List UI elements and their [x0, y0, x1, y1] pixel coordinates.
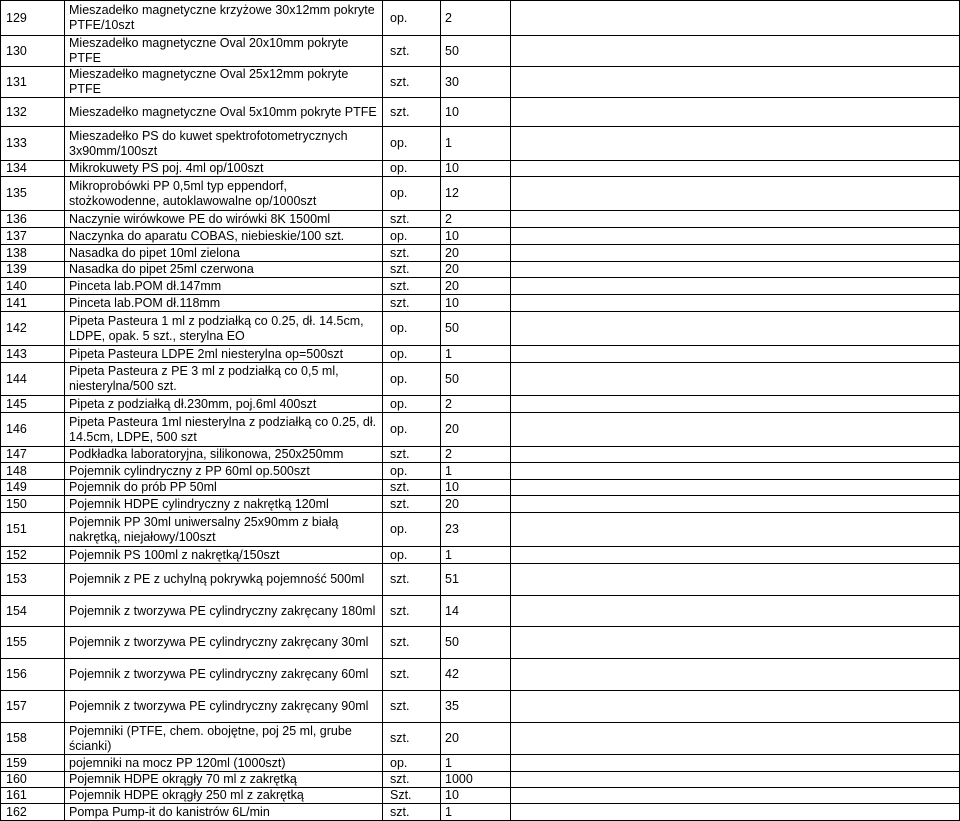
table-row	[1, 363, 960, 396]
item-number: 138	[1, 245, 65, 262]
item-name: Pojemnik z tworzywa PE cylindryczny zakręcany 30ml	[65, 627, 383, 659]
item-name: Pinceta lab.POM dł.118mm	[65, 295, 383, 312]
item-name: Pojemnik cylindryczny z PP 60ml op.500szt	[65, 463, 383, 480]
table-row	[1, 772, 960, 788]
table-row	[1, 513, 960, 547]
item-name: Pojemnik z PE z uchylną pokrywką pojemność 500ml	[65, 564, 383, 596]
item-number: 145	[1, 396, 65, 413]
item-quantity: 10	[441, 295, 511, 312]
item-number: 153	[1, 564, 65, 596]
item-number: 144	[1, 363, 65, 396]
item-quantity: 10	[441, 228, 511, 245]
item-name: Mieszadełko magnetyczne krzyżowe 30x12mm pokryte PTFE/10szt	[65, 1, 383, 36]
empty-cell	[511, 496, 960, 513]
item-number: 156	[1, 659, 65, 691]
item-quantity: 42	[441, 659, 511, 691]
table-row	[1, 211, 960, 228]
table-row	[1, 161, 960, 177]
item-unit: szt.	[383, 295, 441, 312]
item-name: Pipeta Pasteura LDPE 2ml niesterylna op=500szt	[65, 346, 383, 363]
empty-cell	[511, 346, 960, 363]
item-unit: op.	[383, 463, 441, 480]
table-row	[1, 447, 960, 463]
empty-cell	[511, 772, 960, 788]
item-name: Pinceta lab.POM dł.147mm	[65, 278, 383, 295]
item-name: Pipeta z podziałką dł.230mm, poj.6ml 400szt	[65, 396, 383, 413]
item-unit: op.	[383, 363, 441, 396]
item-quantity: 20	[441, 278, 511, 295]
item-unit: szt.	[383, 772, 441, 788]
item-quantity: 10	[441, 98, 511, 127]
table-row	[1, 804, 960, 821]
item-name: Mieszadełko magnetyczne Oval 5x10mm pokryte PTFE	[65, 98, 383, 127]
empty-cell	[511, 211, 960, 228]
item-name: Mieszadełko magnetyczne Oval 25x12mm pokryte PTFE	[65, 67, 383, 98]
item-name: Pipeta Pasteura 1ml niesterylna z podziałką co 0.25, dł. 14.5cm, LDPE, 500 szt	[65, 413, 383, 447]
item-number: 152	[1, 547, 65, 564]
item-unit: op.	[383, 177, 441, 211]
item-quantity: 51	[441, 564, 511, 596]
item-unit: op.	[383, 547, 441, 564]
table-row	[1, 755, 960, 772]
table-row	[1, 127, 960, 161]
item-number: 135	[1, 177, 65, 211]
empty-cell	[511, 788, 960, 804]
item-name: Mikrokuwety PS poj. 4ml op/100szt	[65, 161, 383, 177]
empty-cell	[511, 723, 960, 755]
table-row	[1, 723, 960, 755]
item-name: Naczynka do aparatu COBAS, niebieskie/100 szt.	[65, 228, 383, 245]
item-quantity: 20	[441, 262, 511, 278]
item-name: Podkładka laboratoryjna, silikonowa, 250x250mm	[65, 447, 383, 463]
empty-cell	[511, 396, 960, 413]
item-quantity: 23	[441, 513, 511, 547]
item-name: Pojemnik HDPE okrągły 70 ml z zakrętką	[65, 772, 383, 788]
item-name: Mieszadełko PS do kuwet spektrofotometrycznych 3x90mm/100szt	[65, 127, 383, 161]
item-unit: szt.	[383, 804, 441, 821]
table-row	[1, 36, 960, 67]
item-unit: szt.	[383, 496, 441, 513]
table-row	[1, 564, 960, 596]
table-row	[1, 262, 960, 278]
table-row	[1, 547, 960, 564]
item-name: Pojemnik z tworzywa PE cylindryczny zakręcany 180ml	[65, 596, 383, 627]
empty-cell	[511, 1, 960, 36]
item-number: 157	[1, 691, 65, 723]
item-quantity: 50	[441, 627, 511, 659]
empty-cell	[511, 245, 960, 262]
empty-cell	[511, 480, 960, 496]
table-row	[1, 346, 960, 363]
item-quantity: 35	[441, 691, 511, 723]
empty-cell	[511, 36, 960, 67]
empty-cell	[511, 755, 960, 772]
item-number: 159	[1, 755, 65, 772]
item-number: 133	[1, 127, 65, 161]
item-unit: op.	[383, 1, 441, 36]
empty-cell	[511, 447, 960, 463]
item-number: 158	[1, 723, 65, 755]
item-number: 151	[1, 513, 65, 547]
item-unit: op.	[383, 513, 441, 547]
empty-cell	[511, 262, 960, 278]
empty-cell	[511, 547, 960, 564]
table-row	[1, 98, 960, 127]
item-number: 143	[1, 346, 65, 363]
item-number: 150	[1, 496, 65, 513]
item-quantity: 20	[441, 723, 511, 755]
item-quantity: 12	[441, 177, 511, 211]
item-quantity: 20	[441, 413, 511, 447]
item-quantity: 1	[441, 463, 511, 480]
item-quantity: 1	[441, 346, 511, 363]
table-row	[1, 788, 960, 804]
table-row	[1, 659, 960, 691]
item-number: 146	[1, 413, 65, 447]
item-quantity: 50	[441, 312, 511, 346]
item-unit: szt.	[383, 245, 441, 262]
empty-cell	[511, 691, 960, 723]
empty-cell	[511, 513, 960, 547]
item-unit: szt.	[383, 98, 441, 127]
item-unit: szt.	[383, 659, 441, 691]
item-unit: op.	[383, 312, 441, 346]
item-number: 137	[1, 228, 65, 245]
item-unit: Szt.	[383, 788, 441, 804]
item-unit: szt.	[383, 67, 441, 98]
empty-cell	[511, 161, 960, 177]
item-quantity: 1	[441, 804, 511, 821]
empty-cell	[511, 804, 960, 821]
item-number: 141	[1, 295, 65, 312]
item-unit: szt.	[383, 723, 441, 755]
item-unit: szt.	[383, 627, 441, 659]
item-number: 147	[1, 447, 65, 463]
item-quantity: 2	[441, 447, 511, 463]
item-quantity: 1	[441, 127, 511, 161]
empty-cell	[511, 228, 960, 245]
item-number: 140	[1, 278, 65, 295]
item-unit: op.	[383, 346, 441, 363]
item-number: 149	[1, 480, 65, 496]
table-row	[1, 413, 960, 447]
empty-cell	[511, 627, 960, 659]
item-quantity: 30	[441, 67, 511, 98]
item-unit: op.	[383, 755, 441, 772]
item-name: Mikroprobówki PP 0,5ml typ eppendorf, stożkowodenne, autoklawowalne op/1000szt	[65, 177, 383, 211]
empty-cell	[511, 363, 960, 396]
table-row	[1, 177, 960, 211]
item-name: Pojemnik HDPE okrągły 250 ml z zakrętką	[65, 788, 383, 804]
item-quantity: 20	[441, 496, 511, 513]
item-unit: szt.	[383, 480, 441, 496]
item-name: Naczynie wirówkowe PE do wirówki 8K 1500ml	[65, 211, 383, 228]
item-quantity: 50	[441, 36, 511, 67]
table-row	[1, 245, 960, 262]
empty-cell	[511, 564, 960, 596]
table-row	[1, 596, 960, 627]
table-row	[1, 463, 960, 480]
empty-cell	[511, 596, 960, 627]
item-unit: szt.	[383, 691, 441, 723]
item-name: Pipeta Pasteura z PE 3 ml z podziałką co 0,5 ml, niesterylna/500 szt.	[65, 363, 383, 396]
item-number: 134	[1, 161, 65, 177]
item-quantity: 1	[441, 755, 511, 772]
item-number: 136	[1, 211, 65, 228]
item-quantity: 50	[441, 363, 511, 396]
item-name: Pojemnik HDPE cylindryczny z nakrętką 120ml	[65, 496, 383, 513]
table-row	[1, 480, 960, 496]
item-number: 160	[1, 772, 65, 788]
empty-cell	[511, 312, 960, 346]
item-number: 148	[1, 463, 65, 480]
table-row	[1, 278, 960, 295]
empty-cell	[511, 98, 960, 127]
item-quantity: 14	[441, 596, 511, 627]
item-unit: op.	[383, 228, 441, 245]
item-number: 161	[1, 788, 65, 804]
item-quantity: 1	[441, 547, 511, 564]
empty-cell	[511, 463, 960, 480]
item-name: Nasadka do pipet 25ml czerwona	[65, 262, 383, 278]
item-unit: op.	[383, 413, 441, 447]
item-name: Pojemniki (PTFE, chem. obojętne, poj 25 ml, grube ścianki)	[65, 723, 383, 755]
item-unit: szt.	[383, 278, 441, 295]
item-unit: op.	[383, 396, 441, 413]
item-quantity: 2	[441, 211, 511, 228]
item-name: Pojemnik z tworzywa PE cylindryczny zakręcany 60ml	[65, 659, 383, 691]
item-number: 155	[1, 627, 65, 659]
empty-cell	[511, 278, 960, 295]
item-number: 129	[1, 1, 65, 36]
item-unit: op.	[383, 127, 441, 161]
item-name: Pipeta Pasteura 1 ml z podziałką co 0.25, dł. 14.5cm, LDPE, opak. 5 szt., sterylna EO	[65, 312, 383, 346]
table-row	[1, 67, 960, 98]
item-name: Pojemnik z tworzywa PE cylindryczny zakręcany 90ml	[65, 691, 383, 723]
item-quantity: 10	[441, 161, 511, 177]
item-unit: szt.	[383, 211, 441, 228]
item-quantity: 1000	[441, 772, 511, 788]
empty-cell	[511, 413, 960, 447]
item-name: Nasadka do pipet 10ml zielona	[65, 245, 383, 262]
item-quantity: 2	[441, 1, 511, 36]
item-quantity: 2	[441, 396, 511, 413]
table-row	[1, 1, 960, 36]
item-unit: szt.	[383, 564, 441, 596]
table-row	[1, 396, 960, 413]
item-quantity: 20	[441, 245, 511, 262]
item-number: 154	[1, 596, 65, 627]
empty-cell	[511, 67, 960, 98]
item-number: 131	[1, 67, 65, 98]
item-number: 139	[1, 262, 65, 278]
item-unit: op.	[383, 161, 441, 177]
table-body	[1, 1, 960, 821]
item-unit: szt.	[383, 262, 441, 278]
empty-cell	[511, 659, 960, 691]
table-row	[1, 691, 960, 723]
empty-cell	[511, 127, 960, 161]
item-number: 162	[1, 804, 65, 821]
item-unit: szt.	[383, 447, 441, 463]
table-row	[1, 312, 960, 346]
item-name: Pojemnik do prób PP 50ml	[65, 480, 383, 496]
table-row	[1, 496, 960, 513]
table-row	[1, 228, 960, 245]
item-name: Pompa Pump-it do kanistrów 6L/min	[65, 804, 383, 821]
empty-cell	[511, 295, 960, 312]
item-unit: szt.	[383, 596, 441, 627]
item-number: 132	[1, 98, 65, 127]
item-name: pojemniki na mocz PP 120ml (1000szt)	[65, 755, 383, 772]
item-name: Mieszadełko magnetyczne Oval 20x10mm pokryte PTFE	[65, 36, 383, 67]
item-number: 130	[1, 36, 65, 67]
table-row	[1, 627, 960, 659]
item-unit: szt.	[383, 36, 441, 67]
item-name: Pojemnik PP 30ml uniwersalny 25x90mm z białą nakrętką, niejałowy/100szt	[65, 513, 383, 547]
table-row	[1, 295, 960, 312]
empty-cell	[511, 177, 960, 211]
item-quantity: 10	[441, 788, 511, 804]
item-quantity: 10	[441, 480, 511, 496]
item-number: 142	[1, 312, 65, 346]
item-name: Pojemnik PS 100ml z nakrętką/150szt	[65, 547, 383, 564]
